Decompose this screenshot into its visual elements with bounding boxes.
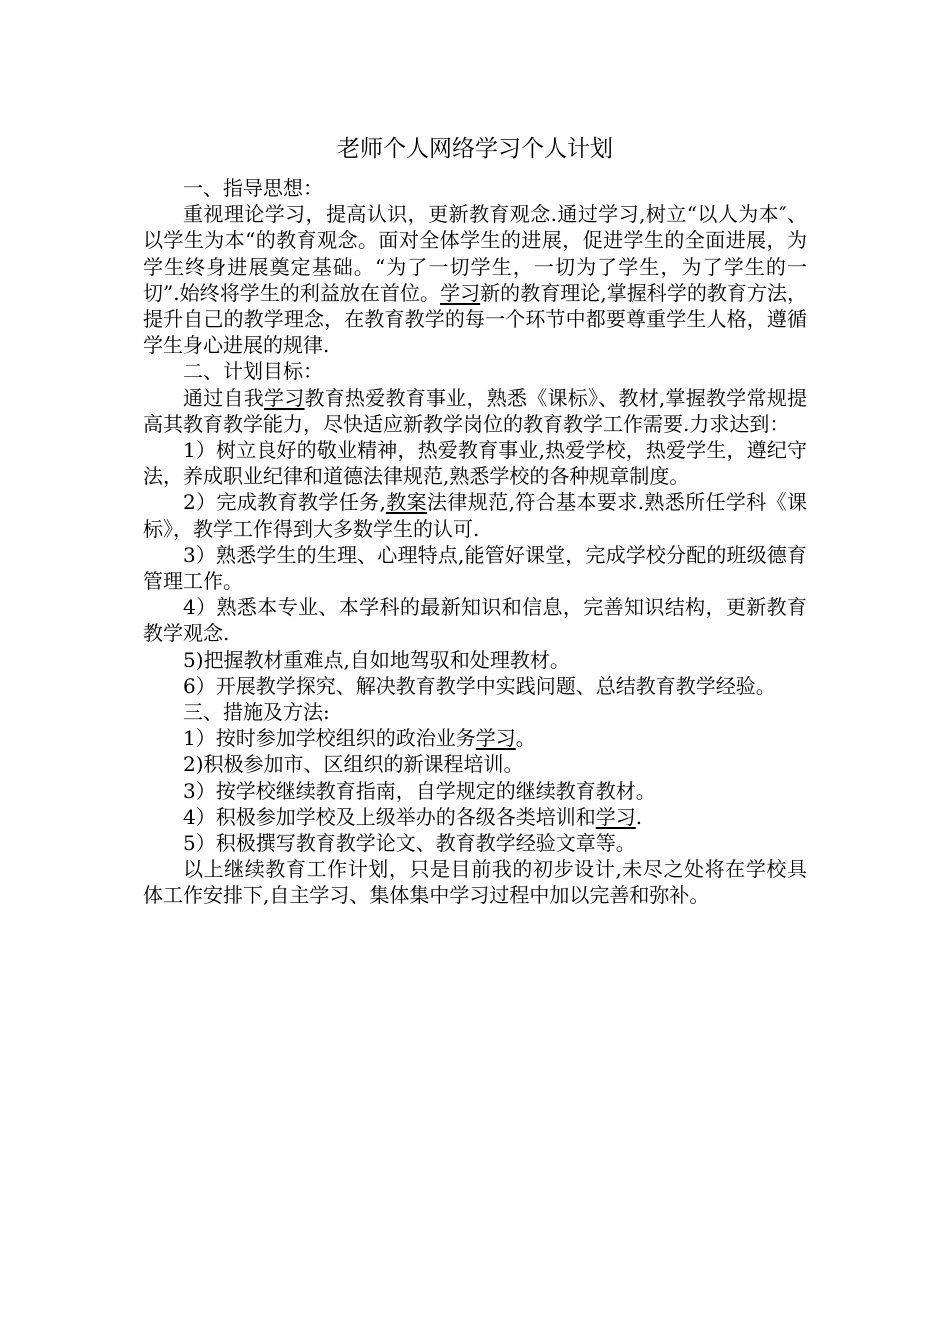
paragraph (143, 751, 807, 777)
inline-link[interactable]: 学习 (475, 726, 516, 751)
document-title: 老师个人网络学习个人计划 (337, 136, 613, 162)
paragraph-text: 二、计划目标： (183, 359, 323, 384)
inline-link[interactable]: 教案 (385, 490, 428, 515)
paragraph (143, 594, 807, 646)
paragraph (143, 385, 807, 437)
paragraph (143, 175, 807, 201)
paragraph-text: 教育热爱教育事业，熟悉《课标》、教材,掌握教学常规提高其教育教学能力，尽快适应新教学岗位的教育教学工作需要.力求达到： (143, 385, 808, 436)
paragraph (143, 542, 807, 594)
paragraph-text: 通过自我 (183, 385, 264, 410)
inline-link[interactable]: 学习 (264, 385, 305, 410)
paragraph (143, 830, 807, 856)
paragraph (143, 489, 807, 541)
paragraph-text: 1）树立良好的敬业精神，热爱教育事业,热爱学校，热爱学生，遵纪守法，养成职业纪律和道德法律规范,熟悉学校的各种规章制度。 (143, 438, 807, 489)
paragraph-text: 6）开展教学探究、解决教育教学中实践问题、总结教育教学经验。 (183, 673, 776, 698)
paragraph-text: 重视理论学习，提高认识，更新教育观念.通过学习,树立“以人为本″、以学生为本“的教育观念。面对全体学生的进展，促进学生的全面进展，为学生终身进展奠定基础。“为了一切学生，一切为了学生，为了学生的一切”.始终将学生的利益放在首位。 (143, 202, 807, 305)
paragraph-text: 1）按时参加学校组织的政治业务 (183, 726, 476, 751)
paragraph (143, 725, 807, 751)
paragraph-text: 4）熟悉本专业、本学科的最新知识和信息，完善知识结构，更新教育教学观念. (143, 595, 807, 646)
paragraph-text: 3）按学校继续教育指南，自学规定的继续教育教材。 (183, 778, 656, 803)
inline-link[interactable]: 学习 (595, 804, 636, 829)
paragraph-text: 2）完成教育教学任务, (183, 490, 386, 515)
paragraph (143, 437, 807, 489)
paragraph-text: 2)积极参加市、区组织的新课程培训。 (183, 752, 524, 777)
document-body (143, 175, 807, 909)
paragraph (143, 201, 807, 358)
paragraph-text: 以上继续教育工作计划，只是目前我的初步设计,未尽之处将在学校具体工作安排下,自主学习、集体集中学习过程中加以完善和弥补。 (143, 857, 807, 908)
paragraph (143, 647, 807, 673)
paragraph (143, 699, 807, 725)
paragraph-text: 法律规范,符合基本要求.熟悉所任学科《课标》，教学工作得到大多数学生的认可. (143, 490, 807, 541)
paragraph-text: 3）熟悉学生的生理、心理特点,能管好课堂，完成学校分配的班级德育管理工作。 (143, 542, 807, 594)
paragraph-text: 5)把握教材重难点,自如地驾驭和处理教材。 (183, 647, 570, 672)
paragraph (143, 673, 807, 699)
paragraph (143, 804, 807, 830)
paragraph-text: 三、措施及方法: (183, 700, 330, 725)
paragraph-text: . (635, 804, 643, 829)
inline-link[interactable]: 学习 (440, 280, 481, 305)
paragraph-text: 5）积极撰写教育教学论文、教育教学经验文章等。 (183, 831, 636, 856)
paragraph-text: 一、指导思想： (183, 176, 323, 200)
paragraph-text: 新的教育理论,掌握科学的教育方法，提升自己的教学理念，在教育教学的每一个环节中都要尊重学生人格，遵循学生身心进展的规律. (143, 280, 808, 358)
paragraph (143, 856, 807, 908)
paragraph (143, 358, 807, 384)
paragraph-text: 4）积极参加学校及上级举办的各级各类培训和 (183, 804, 596, 829)
paragraph-text: 。 (515, 726, 536, 751)
paragraph (143, 778, 807, 804)
